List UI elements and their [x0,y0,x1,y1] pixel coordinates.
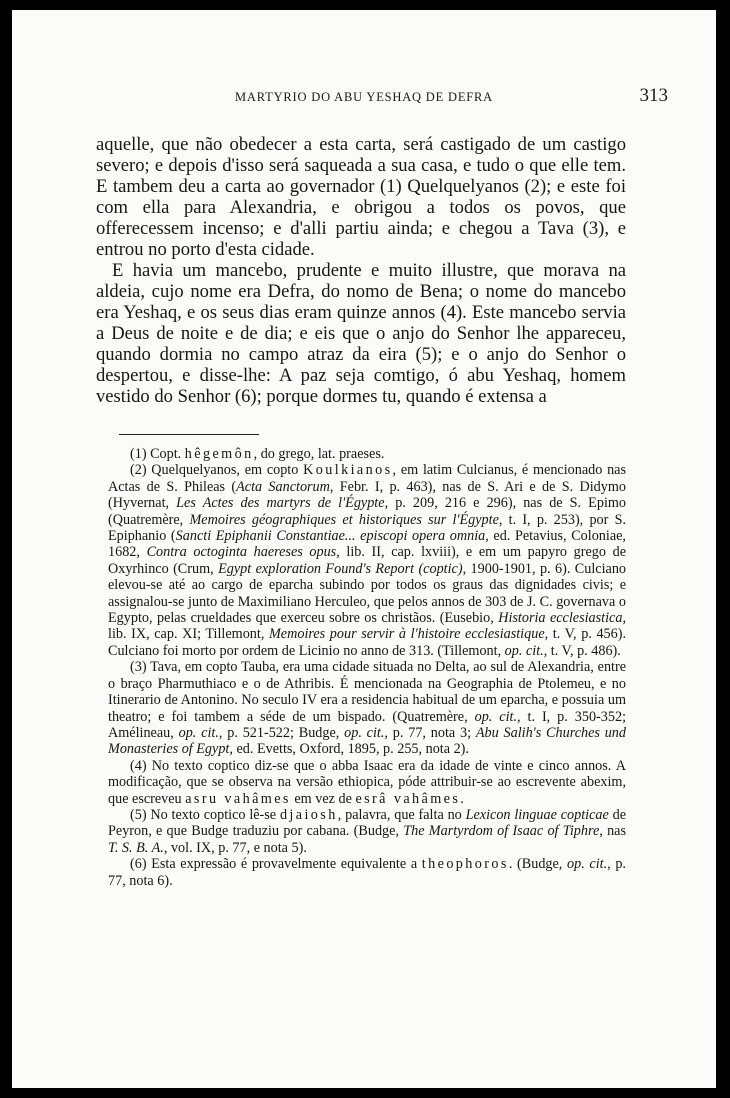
footnote-text: . [460,790,464,807]
footnote-rule [119,434,259,435]
main-text [96,134,626,407]
footnote-text: , p. 209, 216 e 296), nas de S. Epimo (Quatremère, [108,495,627,528]
spaced-term: Koulkianos [303,462,393,479]
footnote-text: , Febr. I, p. 463), nas de S. Ari e de S. Didymo (Hyvernat, [108,478,626,512]
footnote-text: , lib. IX, cap. XI; Tillemont, [108,610,626,643]
footnote-text: , do grego, lat. praeses. [253,446,385,462]
italic-title: Egypt exploration Found's Report (coptic) [218,560,463,577]
italic-title: The Martyrdom of Isaac of Tiphre [403,823,600,840]
italic-title: op. cit. [344,724,385,741]
italic-title: Contra octoginta haereses opus [146,544,337,561]
italic-title: Historia ecclesiastica [498,610,623,627]
footnote-text: , t. V, p. 456). Culciano foi morto por ordem de Licinio no anno de 313. (Tillemont, [108,626,626,659]
footnote-text: , t. I, p. 350-352; Amélineau, [108,708,627,741]
footnote-text: (6) Esta expressão é provavelmente equivalente a [130,856,418,873]
running-head: MARTYRIO DO ABU YESHAQ DE DEFRA [235,90,493,104]
footnote-text: . (Budge, [508,856,563,873]
italic-title: Abu Salih's Churches und Monasteries of Egypt [108,724,626,758]
footnote-text: , palavra, que falta no [337,806,462,823]
footnote-text: (2) Quelquelyanos, em copto [130,462,299,479]
footnote-text: (4) No texto coptico diz-se que o abba Isaac era da idade de vinte e cinco annos. A modificação, que se observa na versão ethiopica, póde attribuir-se ao escrevente abexim, que escreveu [108,757,626,807]
footnote-text: , p. 77, nota 6). [108,856,626,889]
book-page [12,10,716,1088]
italic-title: Acta Sanctorum [236,478,330,495]
italic-title: op. cit. [178,724,219,741]
footnote-5 [108,807,626,856]
footnote-text: (5) No texto coptico lê-se [130,806,277,823]
italic-title: Lexicon linguae copticae [465,806,609,823]
footnote-text: , t. V, p. 486). [543,642,621,659]
paragraph-1: aquelle, que não obedecer a esta carta, será castigado de um castigo severo; e depois d'isso será saqueada a sua casa, e tudo o que elle tem. E tambem deu a carta ao governador (1) Quelquelyanos (2); e este foi com ella para Alexandria, e obrigou a todos os povos, que offerecessem incenso; e d'alli partiu ainda; e chegou a Tava (3), e entrou no porto d'esta cidade. [96,134,626,260]
italic-title: op. cit. [504,642,544,659]
footnote-text: , ed. Petavius, Coloniae, 1682, [108,528,626,561]
footnote-text: (1) Copt. [130,446,182,462]
spaced-term: asru vahâmes [185,790,291,807]
footnote-text: , p. 521-522; Budge, [218,724,340,741]
footnote-text: de Peyron, e que Budge traduziu por cabana. (Budge, [108,806,627,840]
footnote-6 [108,856,626,889]
page-header [12,85,716,116]
footnote-text: (3) Tava, em copto Tauba, era uma cidade situada no Delta, ao sul de Alexandria, entre o braço Pharmuthiaco e o de Athribis. É mencionada na Geographia de Ptolemeu, e no Itinerario de Antonino. No seculo IV era a residencia habitual de um eparcha, e possuia um theatro; e foi tambem a séde de um bispado. (Quatremère, [108,659,626,725]
spaced-term: theophoros [421,856,509,873]
spaced-term: esrâ vahâmes [355,790,461,807]
footnote-text: , t. I, p. 253), por S. Epiphanio ( [108,511,627,545]
italic-title: op. cit. [567,856,608,873]
footnote-text: , p. 77, nota 3; [384,724,472,741]
footnotes [108,446,626,889]
footnote-4 [108,758,626,807]
footnote-text: , vol. IX, p. 77, e nota 5). [163,839,307,856]
paragraph-2: E havia um mancebo, prudente e muito illustre, que morava na aldeia, cujo nome era Defra, do nomo de Bena; o nome do mancebo era Yeshaq, e os seus dias eram quinze annos (4). Este mancebo servia a Deus de noite e de dia; e eis que o anjo do Senhor lhe appareceu, quando dormia no campo atraz da eira (5); e o anjo do Senhor o despertou, e disse-lhe: A paz seja comtigo, ó abu Yeshaq, homem vestido do Senhor (6); porque dormes tu, quando é extensa a [96,260,626,407]
spaced-term: hêgemôn [184,446,254,462]
footnote-1 [108,446,626,462]
footnote-text: , em latim Culcianus, é mencionado nas Actas de S. Phileas ( [108,462,626,495]
italic-title: Memoires pour servir à l'histoire ecclesiastique [268,626,545,643]
footnote-text: , lib. II, cap. lxviii), e em um papyro grego de Oxyrhinco (Crum, [108,544,626,577]
footnote-text: em vez de [294,790,352,807]
footnote-2 [108,462,626,659]
italic-title: T. S. B. A. [108,839,164,856]
spaced-term: djaiosh [279,806,338,823]
italic-title: Memoires géographiques et historiques sur l'Égypte [189,511,499,528]
footnote-text: , 1900-1901, p. 6). Culciano elevou-se até ao cargo de eparcha subindo por todos os graus das dignidades civis; e assignalou-se junto de Maximiliano Herculeo, que pelos annos de 303 de J. C. governava o Egypto, pelas crueldades que exerceu sobre os christãos. (Eusebio, [108,560,627,627]
footnote-3 [108,659,626,757]
italic-title: op. cit. [474,708,518,725]
footnote-text: , ed. Evetts, Oxford, 1895, p. 255, nota 2). [229,741,469,758]
footnote-text: , nas [599,823,626,840]
italic-title: Les Actes des martyrs de l'Égypte [176,495,385,512]
page-number: 313 [639,85,668,106]
italic-title: Sancti Epiphanii Constantiae... episcopi opera omnia [175,528,486,545]
